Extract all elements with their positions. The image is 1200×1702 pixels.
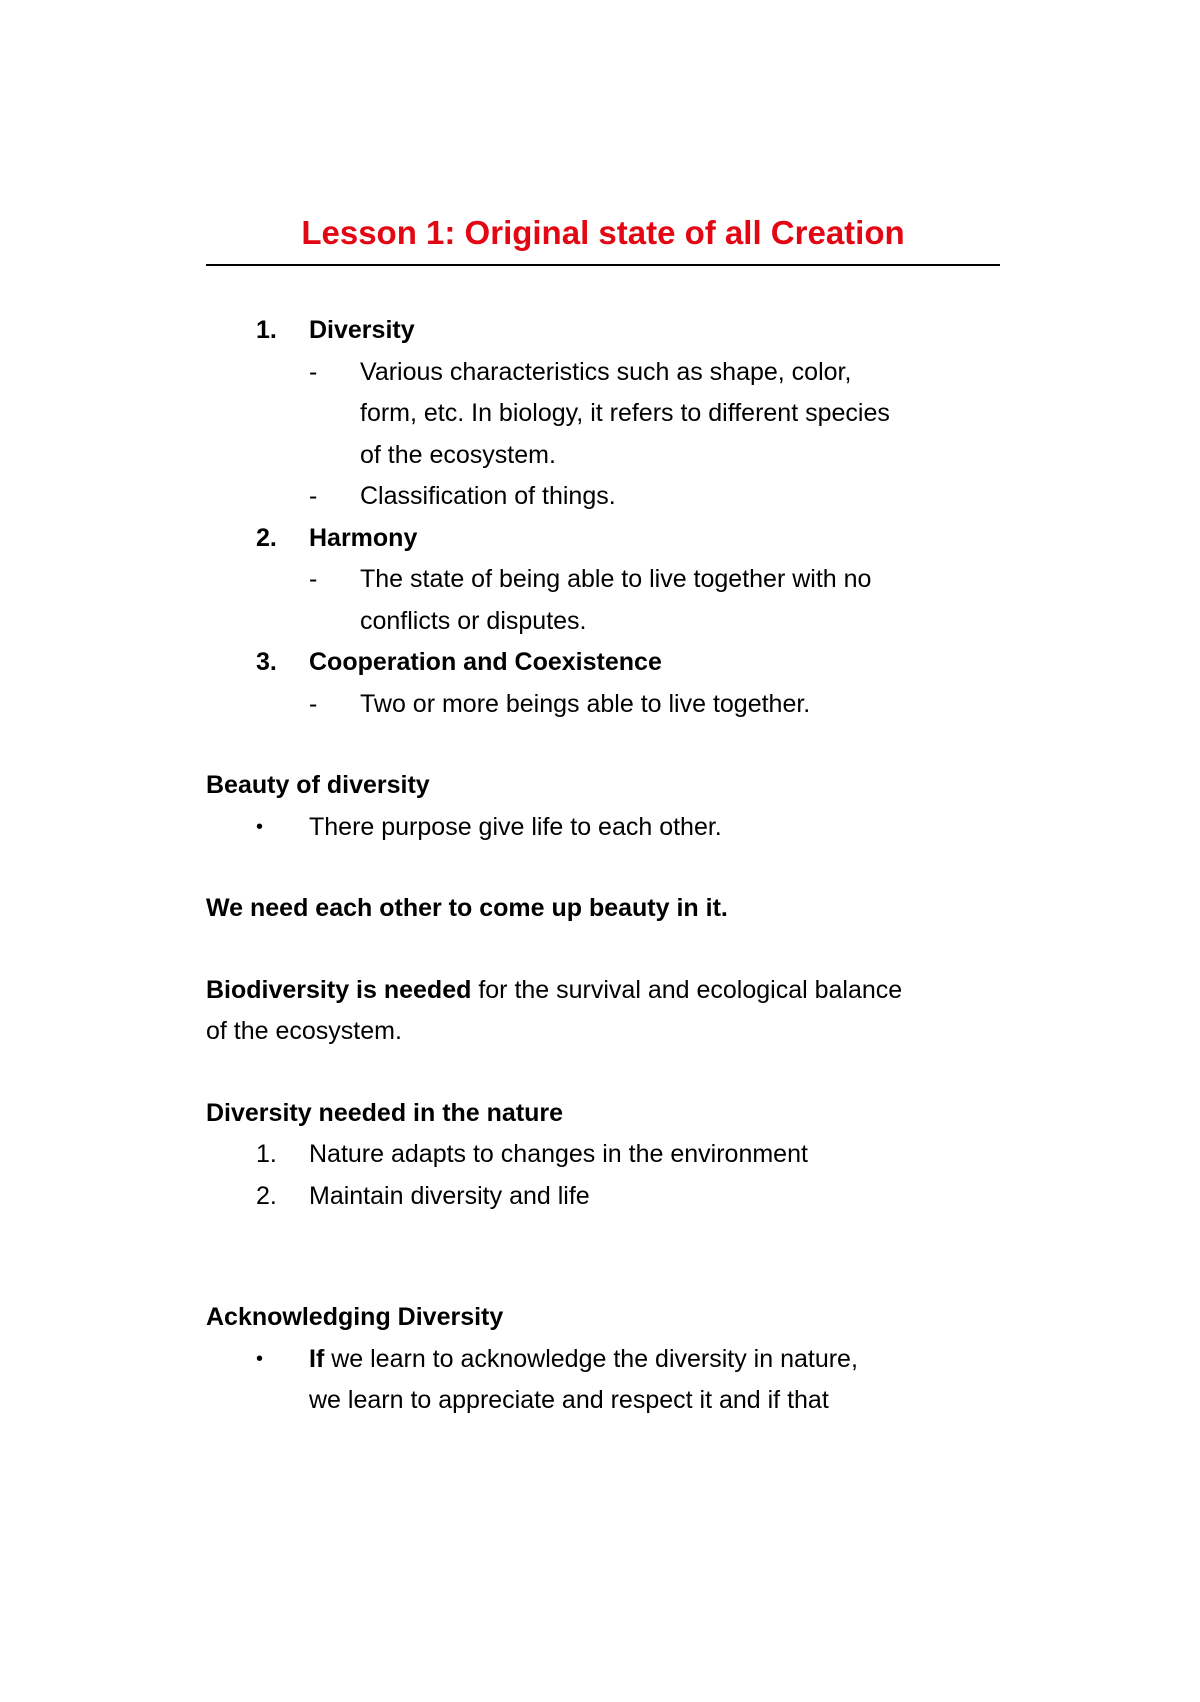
dash-marker: -	[309, 689, 318, 718]
acknowledging-heading: Acknowledging Diversity	[206, 1303, 504, 1331]
dash-item	[206, 352, 1000, 477]
need-each-other-text: We need each other to come up beauty in it.	[206, 894, 728, 922]
document-body	[206, 208, 1000, 1422]
bullet-marker: •	[256, 815, 264, 838]
dash-item	[206, 476, 1000, 518]
bullet-marker: •	[256, 1347, 264, 1370]
dash-marker: -	[309, 357, 318, 386]
list-number: 2.	[256, 1181, 277, 1210]
dash-line: Two or more beings able to live together.	[360, 689, 811, 718]
list-item	[206, 1176, 1000, 1218]
dash-line: of the ecosystem.	[360, 440, 556, 469]
biodiversity-paragraph	[206, 970, 1000, 1012]
nature-heading: Diversity needed in the nature	[206, 1098, 564, 1127]
list-item	[206, 1134, 1000, 1176]
list-text: Maintain diversity and life	[309, 1181, 590, 1210]
list-heading: Cooperation and Coexistence	[309, 648, 662, 676]
list-number: 1.	[256, 316, 277, 344]
list-item	[206, 310, 1000, 352]
list-heading: Harmony	[309, 523, 418, 552]
dash-line: form, etc. In biology, it refers to different species	[360, 399, 890, 427]
list-item	[206, 518, 1000, 560]
biodiversity-line2: of the ecosystem.	[206, 1017, 402, 1045]
list-number: 3.	[256, 648, 277, 676]
list-number: 1.	[256, 1140, 277, 1168]
list-item	[206, 642, 1000, 684]
dash-line: Various characteristics such as shape, color,	[360, 357, 852, 386]
dash-line: conflicts or disputes.	[360, 606, 587, 635]
dash-item	[206, 559, 1000, 642]
biodiversity-rest: for the survival and ecological balance	[471, 975, 903, 1004]
list-text: Nature adapts to changes in the environment	[309, 1140, 808, 1168]
dash-marker: -	[309, 482, 318, 510]
dash-line: The state of being able to live together with no	[360, 565, 872, 593]
bullet-item	[206, 1339, 1000, 1422]
page-title: Lesson 1: Original state of all Creation	[301, 214, 905, 251]
biodiversity-bold: Biodiversity is needed	[206, 975, 472, 1004]
list-number: 2.	[256, 523, 277, 552]
list-heading: Diversity	[309, 316, 415, 344]
bullet-line: we learn to appreciate and respect it and if that	[309, 1386, 829, 1414]
beauty-heading: Beauty of diversity	[206, 771, 430, 799]
lesson-concepts-list	[206, 310, 1000, 725]
bullet-line	[309, 1339, 1000, 1381]
dash-item	[206, 684, 1000, 726]
bullet-item	[206, 807, 1000, 849]
acknowledging-bold: If	[309, 1344, 325, 1373]
dash-line: Classification of things.	[360, 482, 616, 510]
acknowledging-rest: we learn to acknowledge the diversity in nature,	[324, 1344, 858, 1373]
bullet-text: There purpose give life to each other.	[309, 812, 722, 841]
dash-marker: -	[309, 565, 318, 593]
